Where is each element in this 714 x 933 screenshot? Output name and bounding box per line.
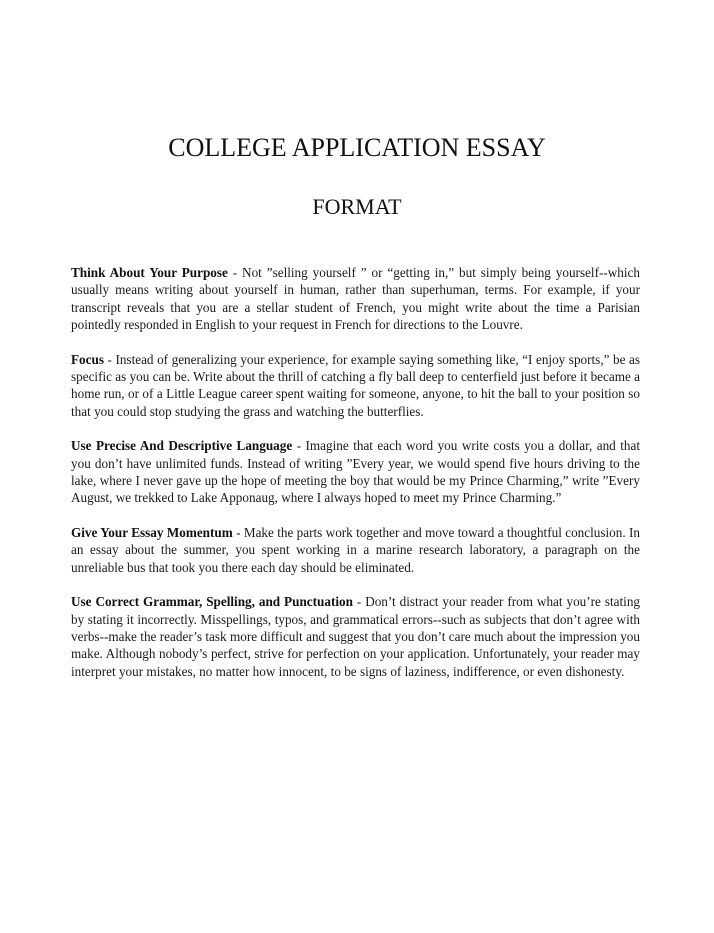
section-heading: Give Your Essay Momentum — [71, 525, 233, 541]
section-text: - Make the parts work together and move toward a thoughtful conclusion. In an essay about the summer, you spent working in a marine research laboratory, a paragraph on the unreliable bus that took you there each day should be eliminated. — [71, 525, 641, 575]
section-text: - Don’t distract your reader from what you’re stating by stating it incorrectly. Misspellings, typos, and grammatical errors--such as subjects that don’t agree with verbs--make the reader’s task more difficult and suggest that you don’t care much about the impression you make. Although nobody’s perfect, strive for perfection on your application. Unfortunately, your reader may interpret your mistakes, no matter how innocent, to be signs of laziness, indifference, or even dishonesty. — [71, 594, 641, 679]
section-text: - Instead of generalizing your experience, for example saying something like, “I enjoy sports,” be as specific as you can be. Write about the thrill of catching a fly ball deep to centerfield just before it became a home run, or of a Little League career spent waiting for someone, anyone, to hit the ball to your position so that you could stop studying the grass and watching the butterflies. — [71, 351, 640, 419]
section-momentum — [71, 524, 640, 576]
section-language — [71, 437, 640, 506]
document-title: COLLEGE APPLICATION ESSAY — [168, 133, 546, 162]
section-grammar — [71, 593, 640, 679]
document-body — [71, 264, 640, 697]
section-heading: Focus — [71, 351, 104, 367]
section-purpose — [71, 264, 640, 333]
section-heading: Use Correct Grammar, Spelling, and Punctuation — [71, 594, 353, 610]
section-text: - Imagine that each word you write costs you a dollar, and that you don’t have unlimited funds. Instead of writing ”Every year, we would spend five hours driving to the lake, where I never gave up the hope of meeting the boy that would be my Prince Charming,” write ”Every August, we trekked to Lake Apponaug, where I always hoped to meet my Prince Charming.” — [71, 438, 640, 506]
section-text: - Not ”selling yourself ” or “getting in,” but simply being yourself--which usually means writing about yourself in human, rather than superhuman, terms. For example, if your transcript reveals that you are a stellar student of French, you might write about the time a Parisian pointedly responded in English to your request in French for directions to the Louvre. — [71, 265, 640, 332]
document-subtitle: FORMAT — [312, 194, 402, 219]
section-heading: Think About Your Purpose — [71, 265, 228, 280]
section-heading: Use Precise And Descriptive Language — [71, 438, 293, 454]
section-focus — [71, 351, 640, 420]
